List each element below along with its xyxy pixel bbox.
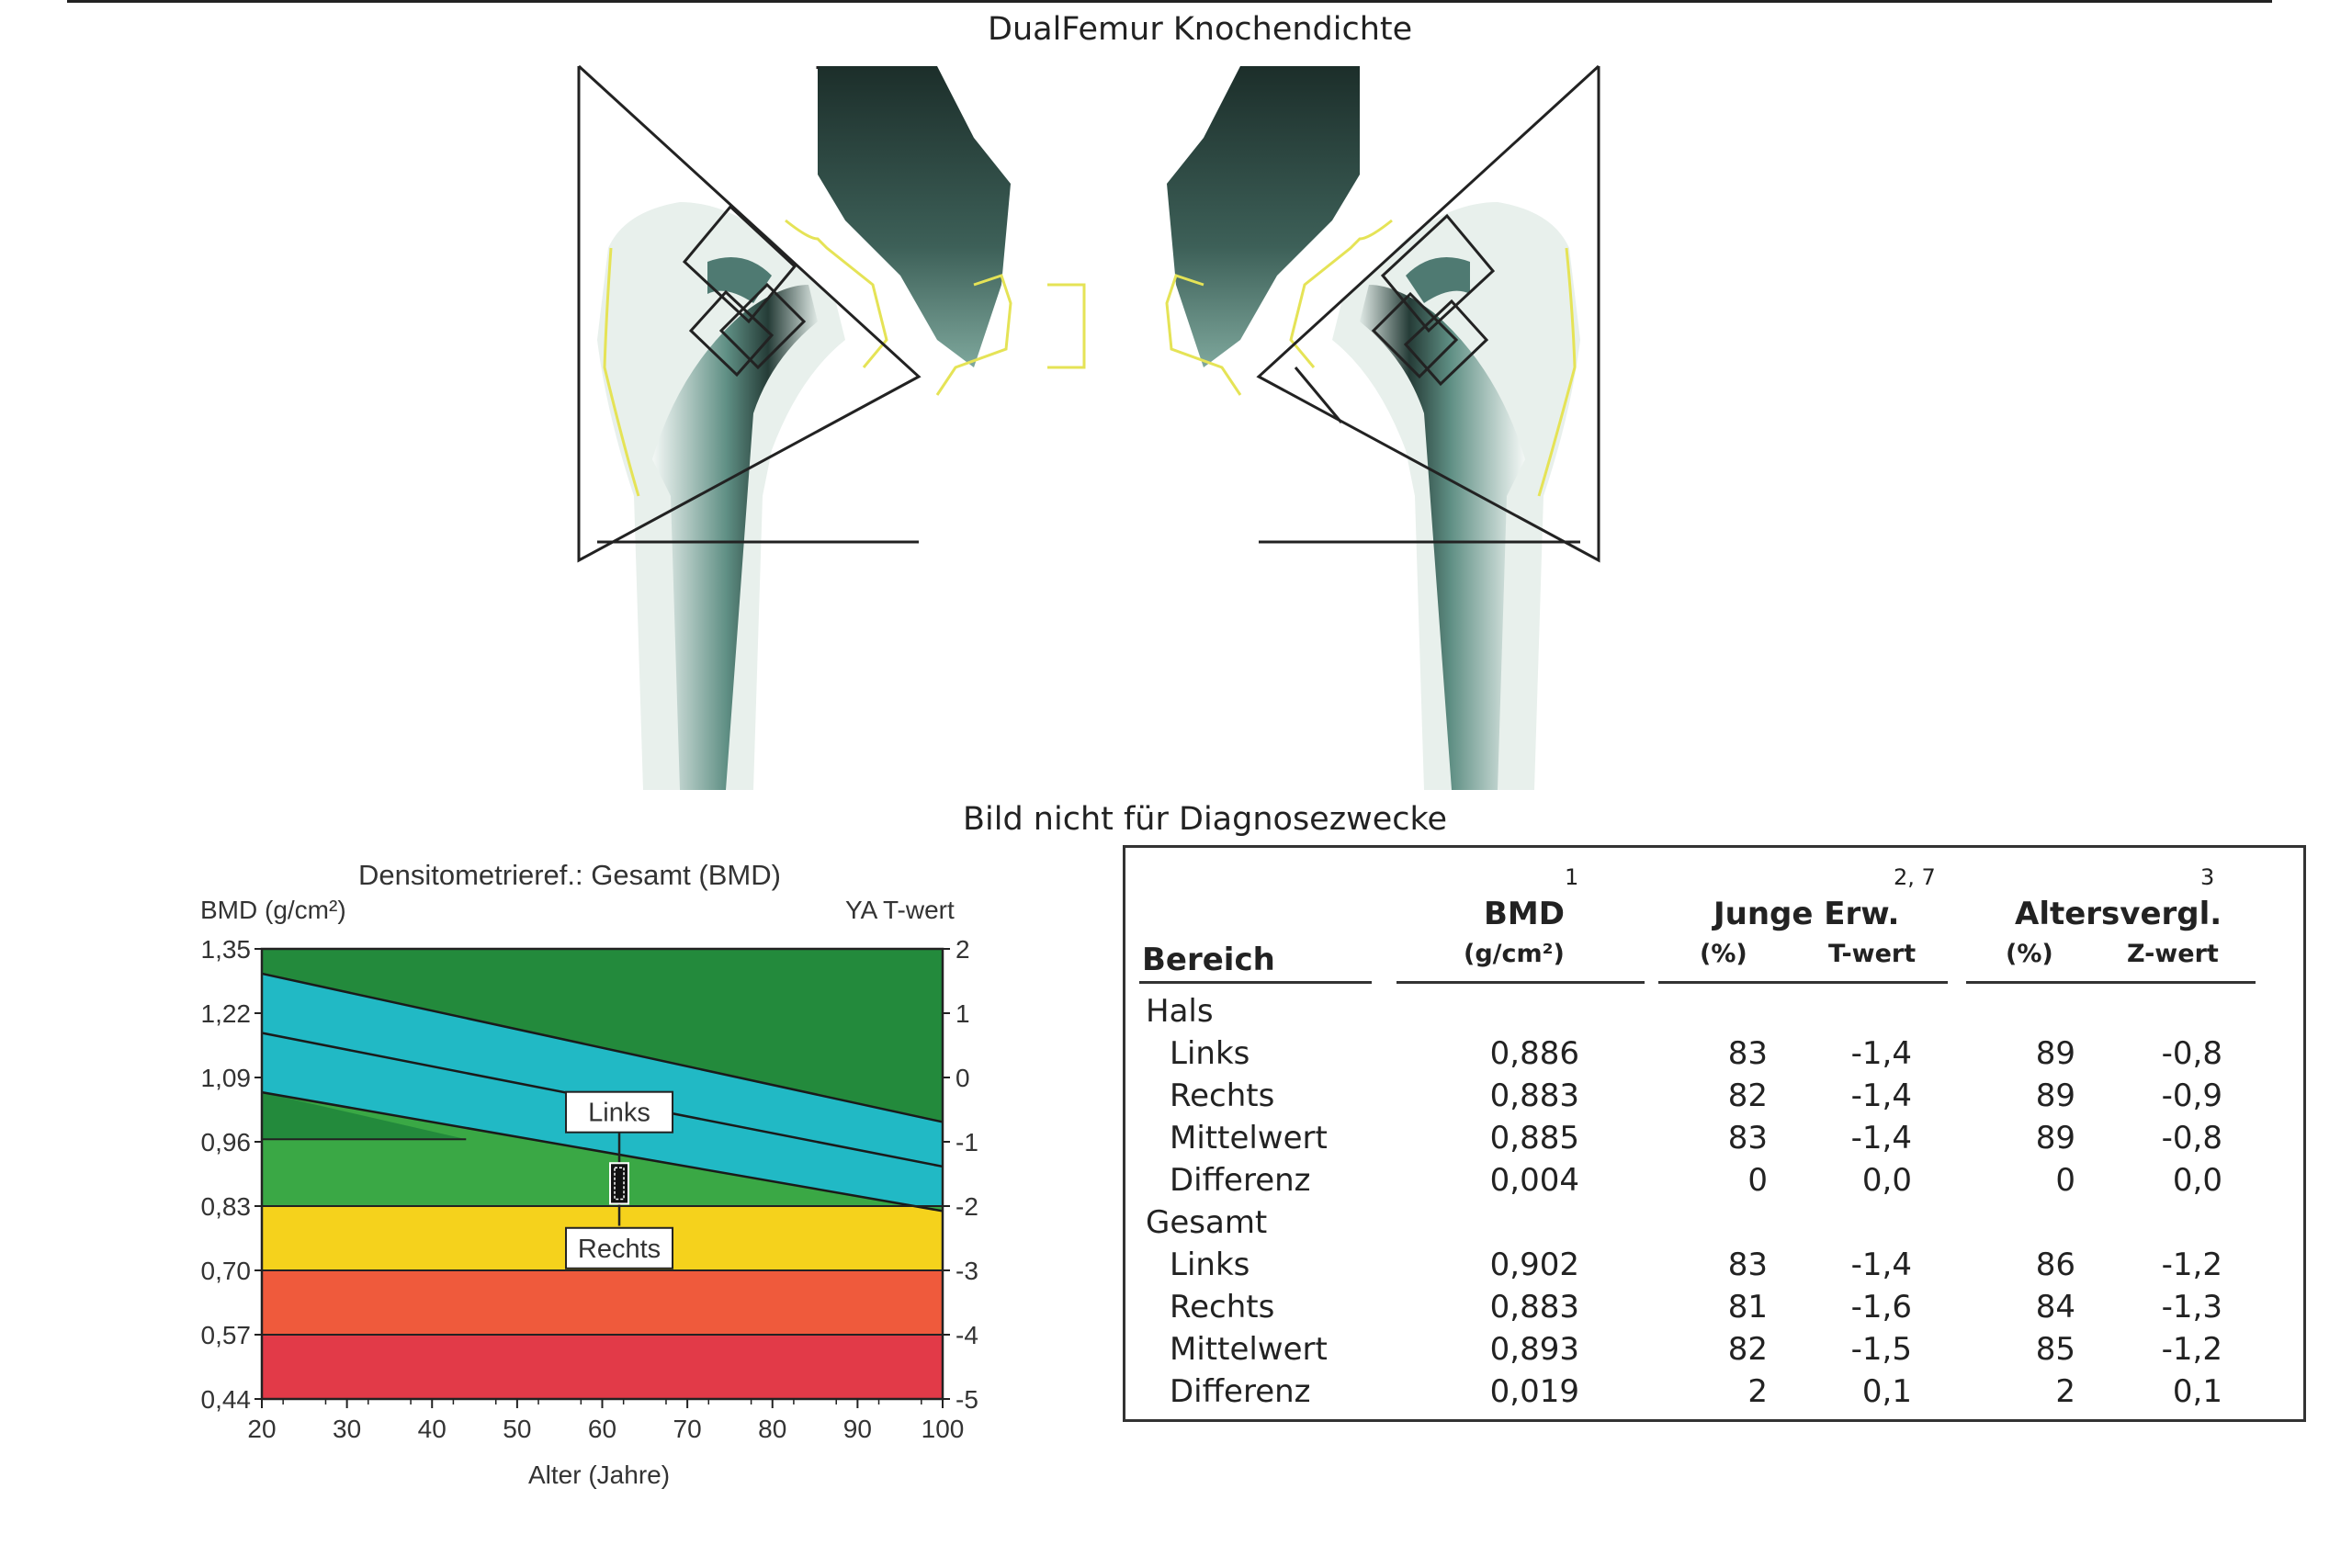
header-altersvergl: Altersvergl.	[2015, 896, 2222, 932]
y-tick-label: 1,22	[200, 999, 251, 1028]
y2-tick-label: 2	[956, 935, 970, 964]
x-tick-label: 90	[842, 1415, 872, 1443]
cell-bmd: 0,886	[1489, 1035, 1579, 1072]
cell-z: -1,2	[2161, 1331, 2222, 1368]
cell-t: -1,4	[1850, 1077, 1912, 1114]
band-red	[262, 1335, 943, 1399]
y-tick-label: 1,09	[200, 1064, 251, 1092]
cell-bmd: 0,019	[1489, 1373, 1579, 1410]
cell-z: -1,2	[2161, 1247, 2222, 1283]
cell-z: -0,8	[2161, 1120, 2222, 1156]
header-t-wert: T-wert	[1828, 940, 1917, 968]
header-bmd-unit: (g/cm²)	[1464, 940, 1565, 968]
x-tick-label: 70	[673, 1415, 702, 1443]
patient-bmd-marker	[610, 1163, 628, 1203]
cell-am-pct: 85	[2035, 1331, 2075, 1368]
header-rule	[1966, 981, 2256, 984]
y2-axis-label: YA T-wert	[845, 896, 955, 924]
header-rule	[1396, 981, 1645, 984]
point-label-rechts: Rechts	[577, 1234, 662, 1264]
cell-bmd: 0,885	[1489, 1120, 1579, 1156]
cell-ya-pct: 83	[1727, 1035, 1768, 1072]
cell-z: -0,8	[2161, 1035, 2222, 1072]
cell-am-pct: 86	[2035, 1247, 2075, 1283]
x-axis-label: Alter (Jahre)	[528, 1461, 671, 1489]
y-tick-label: 0,57	[200, 1321, 251, 1349]
y2-tick-label: -5	[956, 1385, 978, 1414]
cell-z: 0,0	[2172, 1162, 2222, 1199]
cell-ya-pct: 2	[1747, 1373, 1768, 1410]
reference-chart	[175, 859, 1001, 1502]
cell-bmd: 0,883	[1489, 1289, 1579, 1325]
row-region-label: Links	[1170, 1035, 1250, 1072]
cell-ya-pct: 83	[1727, 1247, 1768, 1283]
y-axis-label: BMD (g/cm²)	[200, 896, 346, 924]
chart-title: Densitometrieref.: Gesamt (BMD)	[358, 859, 781, 891]
footnote-alter: 3	[2200, 864, 2215, 890]
x-tick-label: 80	[758, 1415, 787, 1443]
x-tick-label: 30	[333, 1415, 362, 1443]
cell-am-pct: 89	[2035, 1035, 2075, 1072]
x-tick-label: 20	[247, 1415, 277, 1443]
footnote-junge: 2, 7	[1894, 864, 1936, 890]
dual-femur-scan-image	[570, 64, 1608, 790]
cell-z: 0,1	[2172, 1373, 2222, 1410]
y2-tick-label: -2	[956, 1192, 978, 1221]
row-region-label: Mittelwert	[1170, 1120, 1328, 1156]
y2-tick-label: 1	[956, 999, 970, 1028]
y-tick-label: 0,44	[200, 1385, 251, 1414]
cell-bmd: 0,902	[1489, 1247, 1579, 1283]
cell-am-pct: 2	[2055, 1373, 2075, 1410]
y2-tick-label: 0	[956, 1064, 970, 1092]
header-z-wert: Z-wert	[2127, 940, 2219, 968]
y2-tick-label: -1	[956, 1128, 978, 1156]
header-bereich: Bereich	[1142, 942, 1275, 978]
row-region-label: Differenz	[1170, 1373, 1311, 1410]
y-tick-label: 0,96	[200, 1128, 251, 1156]
header-rule	[1658, 981, 1948, 984]
diagnosis-disclaimer: Bild nicht für Diagnosezwecke	[963, 801, 1448, 838]
x-tick-label: 100	[921, 1415, 965, 1443]
cell-ya-pct: 83	[1727, 1120, 1768, 1156]
cell-t: -1,4	[1850, 1120, 1912, 1156]
y-tick-label: 1,35	[200, 935, 251, 964]
image-title: DualFemur Knochendichte	[988, 11, 1413, 48]
reference-chart-svg	[175, 859, 1001, 1502]
cell-bmd: 0,883	[1489, 1077, 1579, 1114]
header-junge-pct: (%)	[1700, 940, 1747, 968]
cell-ya-pct: 0	[1747, 1162, 1768, 1199]
cell-t: -1,6	[1850, 1289, 1912, 1325]
y2-tick-label: -4	[956, 1321, 978, 1349]
y-tick-label: 0,70	[200, 1257, 251, 1285]
row-region-label: Mittelwert	[1170, 1331, 1328, 1368]
cell-t: 0,1	[1861, 1373, 1912, 1410]
y-tick-label: 0,83	[200, 1192, 251, 1221]
cell-t: -1,5	[1850, 1331, 1912, 1368]
header-alter-pct: (%)	[2006, 940, 2053, 968]
cell-ya-pct: 82	[1727, 1331, 1768, 1368]
band-orange-red	[262, 1270, 943, 1335]
footnote-bmd: 1	[1565, 864, 1579, 890]
cell-bmd: 0,004	[1489, 1162, 1579, 1199]
cell-t: -1,4	[1850, 1247, 1912, 1283]
top-rule	[67, 0, 2272, 3]
cell-z: -0,9	[2161, 1077, 2222, 1114]
x-tick-label: 60	[587, 1415, 617, 1443]
y2-tick-label: -3	[956, 1257, 978, 1285]
cell-bmd: 0,893	[1489, 1331, 1579, 1368]
cell-am-pct: 89	[2035, 1077, 2075, 1114]
cell-t: -1,4	[1850, 1035, 1912, 1072]
header-bmd: BMD	[1484, 896, 1565, 932]
cell-ya-pct: 81	[1727, 1289, 1768, 1325]
cell-am-pct: 0	[2055, 1162, 2075, 1199]
cell-ya-pct: 82	[1727, 1077, 1768, 1114]
results-table	[1123, 845, 2306, 1422]
cell-am-pct: 89	[2035, 1120, 2075, 1156]
row-region-label: Rechts	[1170, 1289, 1275, 1325]
x-tick-label: 40	[417, 1415, 447, 1443]
point-label-links: Links	[588, 1098, 650, 1128]
cell-z: -1,3	[2161, 1289, 2222, 1325]
cell-am-pct: 84	[2035, 1289, 2075, 1325]
cell-t: 0,0	[1861, 1162, 1912, 1199]
row-region-label: Rechts	[1170, 1077, 1275, 1114]
row-region-label: Links	[1170, 1247, 1250, 1283]
row-region-label: Differenz	[1170, 1162, 1311, 1199]
header-rule	[1139, 981, 1372, 984]
header-junge-erw: Junge Erw.	[1713, 896, 1900, 932]
group-label: Gesamt	[1146, 1204, 1268, 1241]
x-tick-label: 50	[503, 1415, 532, 1443]
group-label: Hals	[1146, 993, 1214, 1030]
